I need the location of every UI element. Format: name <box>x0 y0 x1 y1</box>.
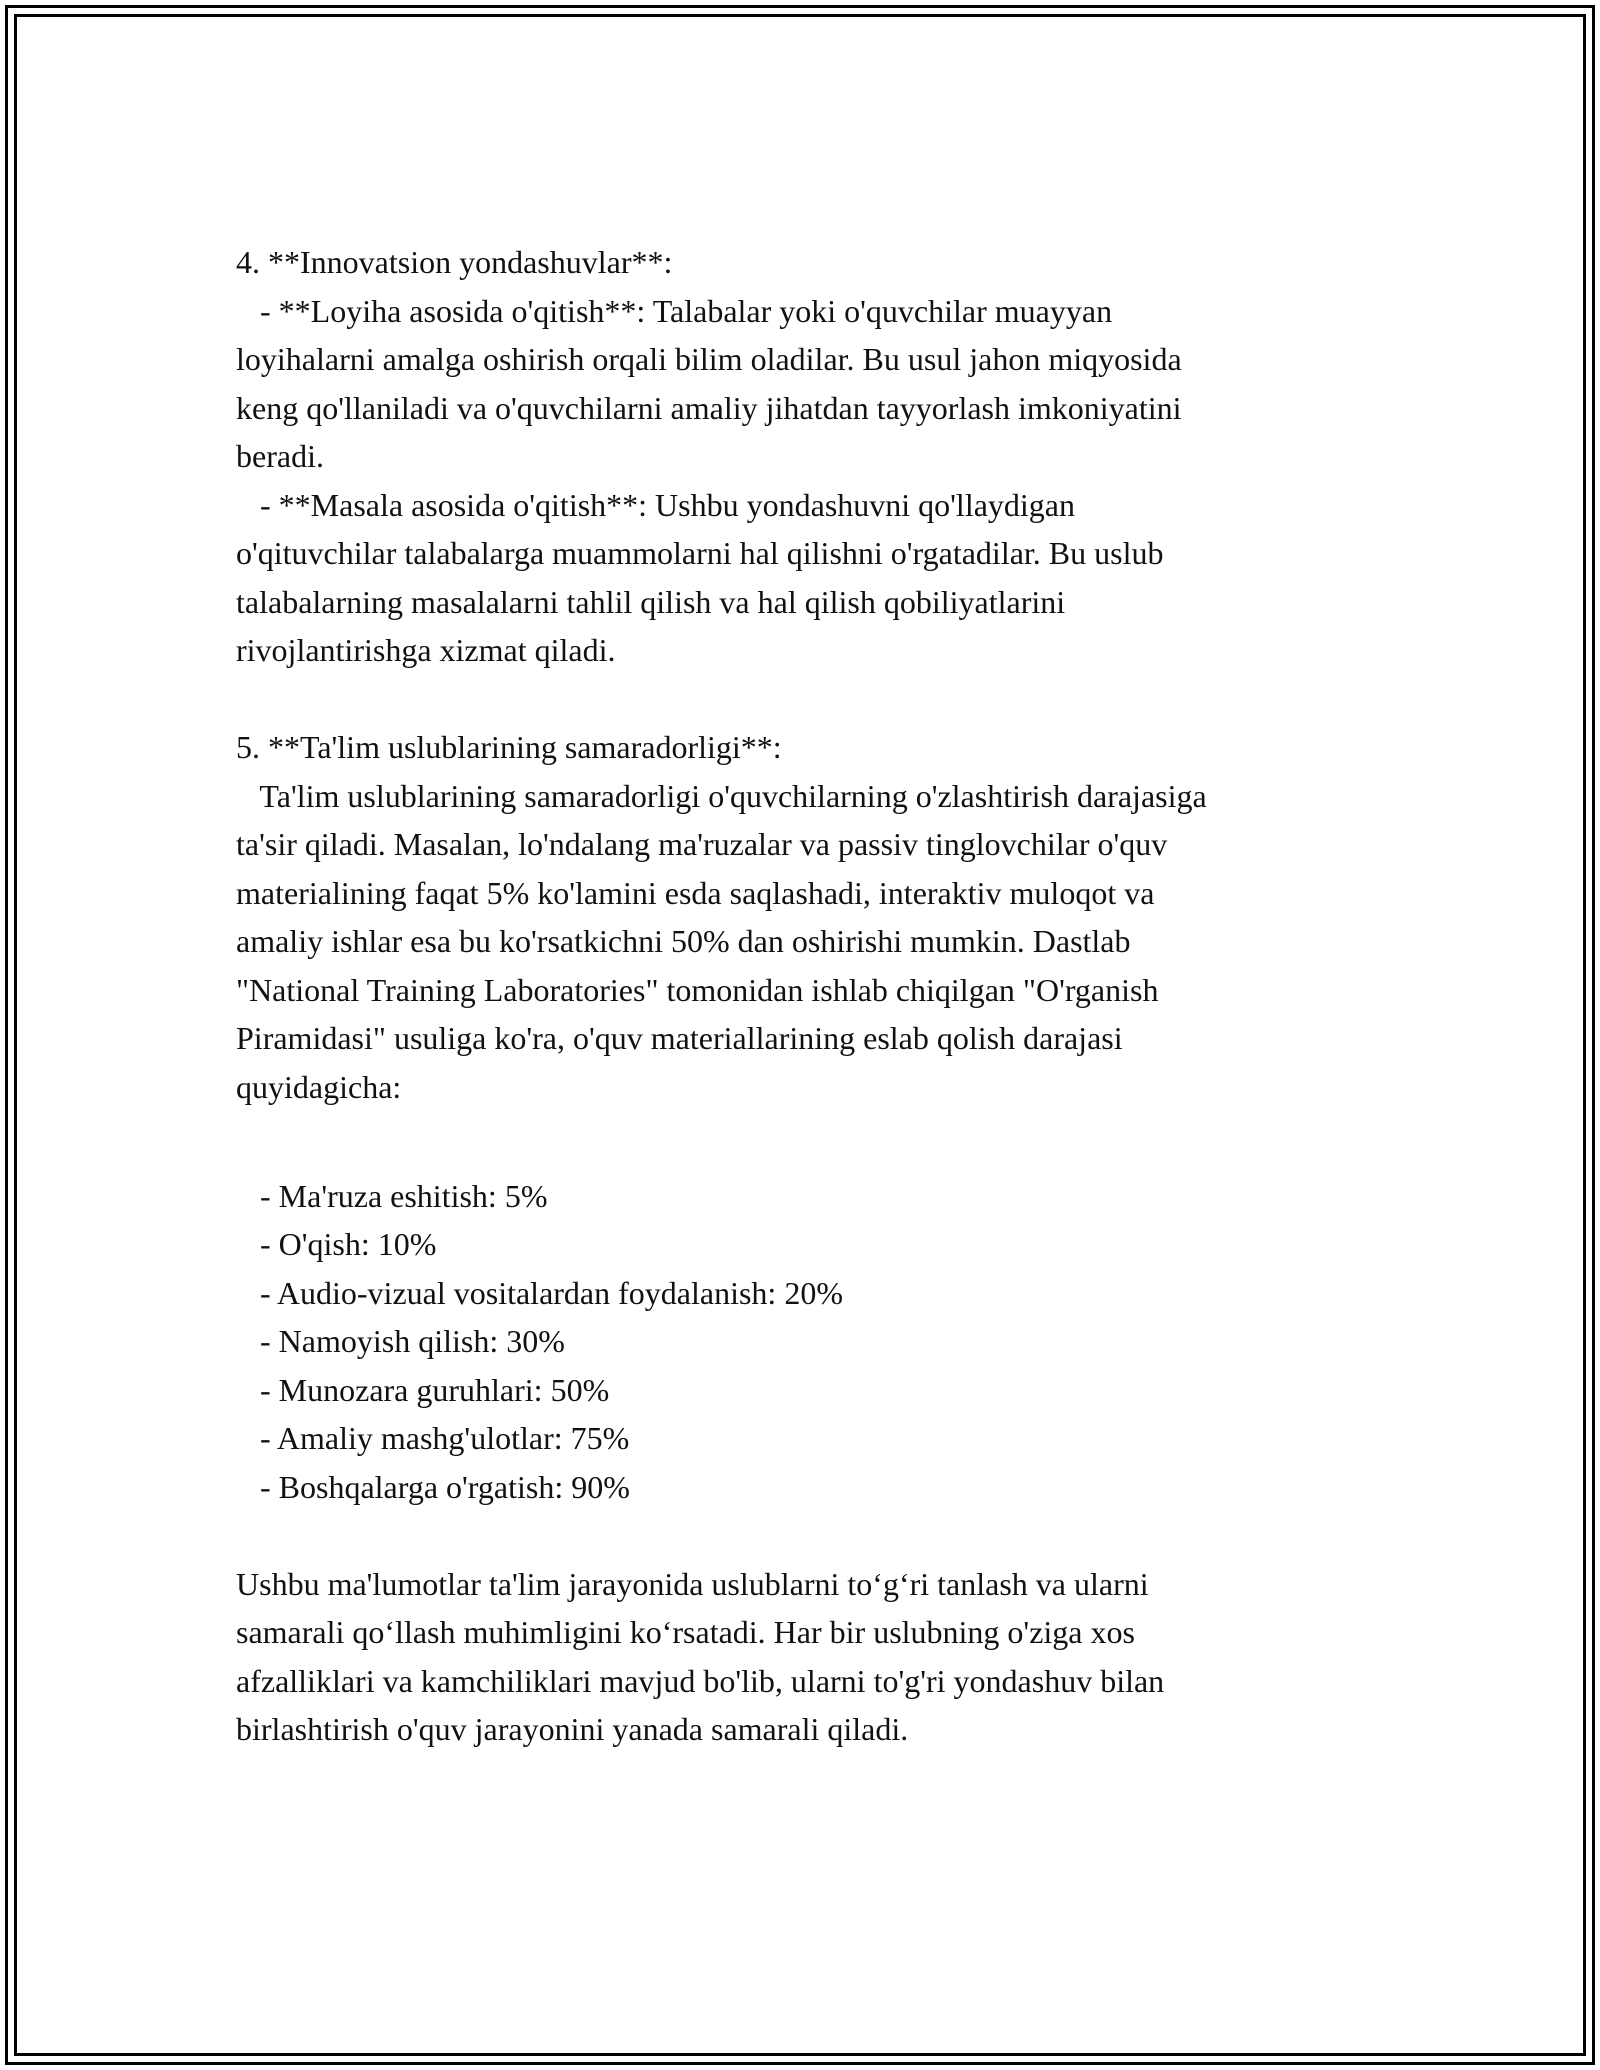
paragraph-line: samarali qo‘llash muhimligini ko‘rsatadi. Har bir uslubning o'ziga xos <box>236 1614 1135 1650</box>
list-item: - Ma'ruza eshitish: 5% <box>236 1177 548 1214</box>
document-body <box>236 238 1376 1754</box>
section-5-body <box>236 772 1376 1112</box>
paragraph-line: Ta'lim uslublarining samaradorligi o'quvchilarning o'zlashtirish darajasiga <box>236 777 1207 814</box>
paragraph-line: Ushbu ma'lumotlar ta'lim jarayonida uslublarni to‘g‘ri tanlash va ularni <box>236 1565 1149 1602</box>
paragraph-line: quyidagicha: <box>236 1068 402 1105</box>
section-4-heading: 4. **Innovatsion yondashuvlar**: <box>236 244 673 280</box>
paragraph-line: ta'sir qiladi. Masalan, lo'ndalang ma'ruzalar va passiv tinglovchilar o'quv <box>236 826 1168 862</box>
paragraph-gap <box>236 1511 1376 1560</box>
section-4-item-project-based <box>236 287 1376 481</box>
list-item: - Munozara guruhlari: 50% <box>236 1371 610 1408</box>
paragraph-line: loyihalarni amalga oshirish orqali bilim oladilar. Bu usul jahon miqyosida <box>236 341 1182 377</box>
list-item: - Boshqalarga o'rgatish: 90% <box>236 1468 630 1505</box>
paragraph-line: o'qituvchilar talabalarga muammolarni hal qilishni o'rgatadilar. Bu uslub <box>236 535 1164 571</box>
paragraph-line: Piramidasi" usuliga ko'ra, o'quv materiallarining eslab qolish darajasi <box>236 1020 1123 1056</box>
conclusion-paragraph <box>236 1560 1376 1754</box>
paragraph-line: materialining faqat 5% ko'lamini esda saqlashadi, interaktiv muloqot va <box>236 874 1155 911</box>
paragraph-gap <box>236 675 1376 724</box>
paragraph-line: "National Training Laboratories" tomonidan ishlab chiqilgan "O'rganish <box>236 971 1159 1008</box>
paragraph-line: - **Loyiha asosida o'qitish**: Talabalar yoki o'quvchilar muayyan <box>236 292 1113 329</box>
list-item: - O'qish: 10% <box>236 1226 437 1262</box>
list-item: - Audio-vizual vositalardan foydalanish: 20% <box>236 1274 843 1311</box>
paragraph-line: amaliy ishlar esa bu ko'rsatkichni 50% dan oshirishi mumkin. Dastlab <box>236 923 1131 959</box>
paragraph-line: afzalliklari va kamchiliklari mavjud bo'lib, ularni to'g'ri yondashuv bilan <box>236 1662 1165 1699</box>
paragraph-line: rivojlantirishga xizmat qiladi. <box>236 632 616 668</box>
paragraph-line: birlashtirish o'quv jarayonini yanada samarali qiladi. <box>236 1711 909 1747</box>
paragraph-line: talabalarning masalalarni tahlil qilish va hal qilish qobiliyatlarini <box>236 583 1066 620</box>
paragraph-gap <box>236 1160 1376 1172</box>
list-item: - Amaliy mashg'ulotlar: 75% <box>236 1420 630 1456</box>
learning-pyramid-list <box>236 1172 1376 1512</box>
section-4-item-problem-based <box>236 481 1376 675</box>
paragraph-line: keng qo'llaniladi va o'quvchilarni amaliy jihatdan tayyorlash imkoniyatini <box>236 389 1182 426</box>
paragraph-line: beradi. <box>236 438 324 474</box>
paragraph-gap <box>236 1111 1376 1160</box>
section-5-heading: 5. **Ta'lim uslublarining samaradorligi**: <box>236 729 782 765</box>
list-item: - Namoyish qilish: 30% <box>236 1323 565 1359</box>
paragraph-line: - **Masala asosida o'qitish**: Ushbu yondashuvni qo'llaydigan <box>236 486 1075 523</box>
